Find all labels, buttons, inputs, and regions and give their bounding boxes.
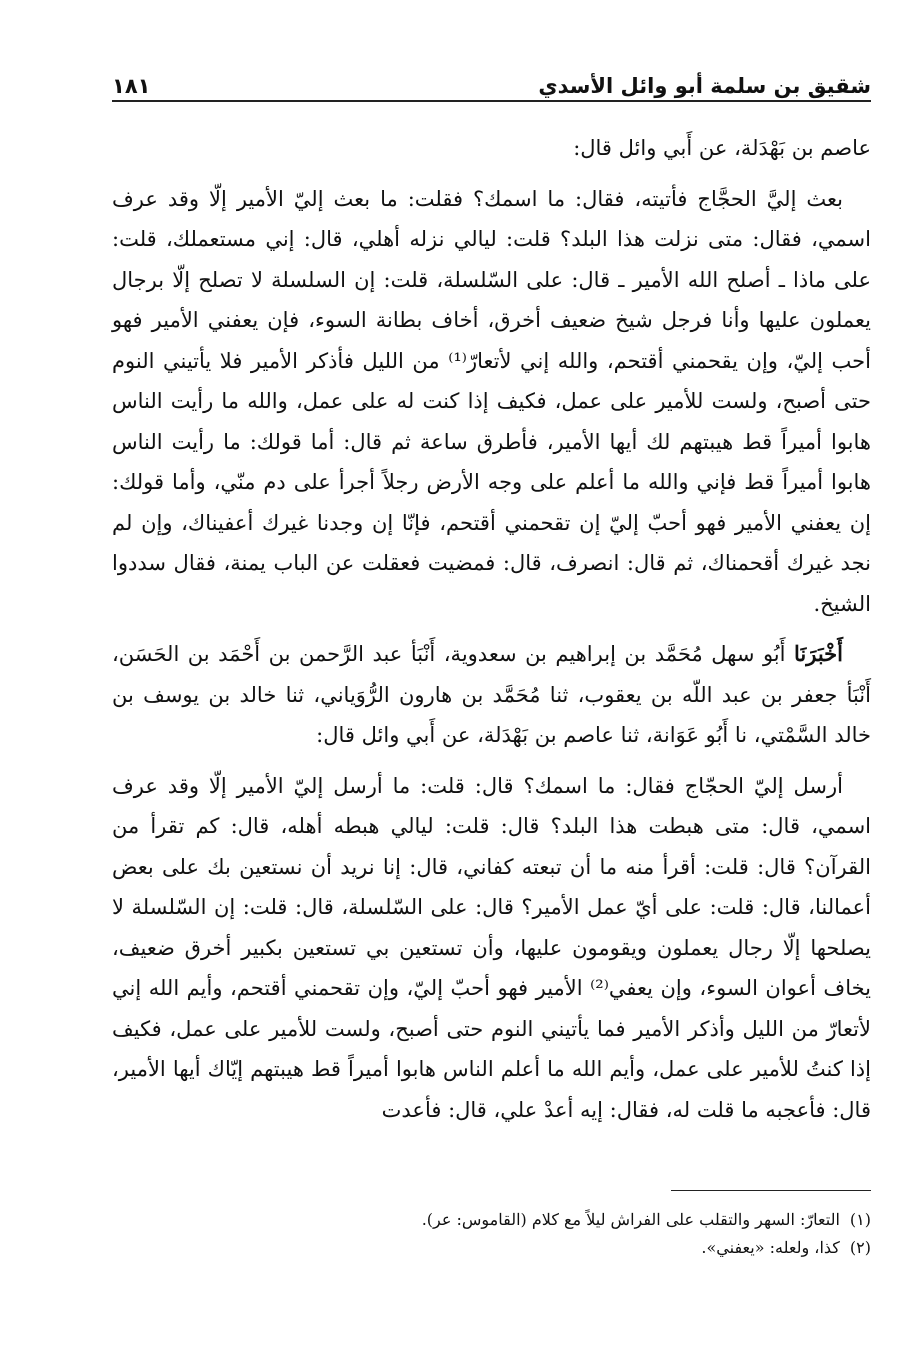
akhbarana-lead: أَخْبَرَنَا <box>794 641 843 666</box>
footnote-text: التعارّ: السهر والتقلب على الفراش ليلاً مع كلام (القاموس: عر). <box>421 1210 840 1229</box>
main-text <box>112 128 871 1140</box>
footnote-1 <box>112 1206 871 1234</box>
chapter-title: شقيق بن سلمة أبو وائل الأسدي <box>538 74 871 98</box>
footnote-separator <box>671 1190 871 1191</box>
header-rule <box>112 100 871 102</box>
page-number: ١٨١ <box>112 74 151 98</box>
paragraph-2: بعث إليَّ الحجَّاج فأتيته، فقال: ما اسمك؟ فقلت: ما بعث إليّ الأمير إلّا وقد عرف اسمي، فقال: متى نزلت هذا البلد؟ قلت: ليالي نزله أهلي، قال: إني مستعملك، قلت: على ماذا ـ أصلح الله الأمير ـ قال: على السّلسلة، قلت: إن السلسلة لا تصلح إلّا برجال يعملون عليها وأنا فرجل شيخ ضعيف أخرق، أخاف بطانة السوء، فإن يعفني الأمير فهو أحب إليّ، وإن يقحمني أقتحم، والله إني لأتعارّ⁽¹⁾ من الليل فأذكر الأمير فلا يأتيني النوم حتى أصبح، ولست للأمير على عمل، فكيف إذا كنت له على عمل، والله ما رأيت الناس هابوا أميراً قط هيبتهم لك أيها الأمير، فأطرق ساعة ثم قال: أما قولك: ما رأيت الناس هابوا أميراً قط فإني والله ما أعلم على وجه الأرض رجلاً أجرأ على دم منّي، وأما قولك: إن يعفني الأمير فهو أحبّ إليّ إن تقحمني أقتحم، فإنّا إن وجدنا غيرك أعفيناك، وإن لم نجد غيرك أقحمناك، ثم قال: انصرف، قال: فمضيت فعقلت عن الباب يمنة، فقال سددوا الشيخ. <box>112 186 871 616</box>
paragraph-1: عاصم بن بَهْدَلة، عن أَبي وائل قال: <box>573 136 871 160</box>
isnad-text: أَبُو سهل مُحَمَّد بن إبراهيم بن سعدوية، أَنْبَأ عبد الرَّحمن بن أَحْمَد بن الحَسَن، أَنْبَأ جعفر بن عبد اللّه بن يعقوب، ثنا مُحَمَّد بن هارون الرُّوَياني، ثنا خالد بن يوسف بن خالد السَّمْتي، نا أَبُو عَوَانة، ثنا عاصم بن بَهْدَلة، عن أَبي وائل قال: <box>112 642 871 747</box>
paragraph-4: أرسل إليّ الحجّاج فقال: ما اسمك؟ قال: قلت: ما أرسل إليّ الأمير إلّا وقد عرف اسمي، قال: متى هبطت هذا البلد؟ قال: قلت: ليالي هبطه أهله، قال: كم تقرأ من القرآن؟ قال: قلت: أقرأ منه ما أن تبعته كفاني، قال: إنا نريد أن نستعين بك على بعض أعمالنا، قال: قلت: على أيّ عمل الأمير؟ قال: على السّلسلة، قال: قلت: إن السّلسلة لا يصلحها إلّا رجال يعملون ويقومون عليها، وأن تستعين بي تستعين بكبير أخرق ضعيف، يخاف أعوان السوء، وإن يعفي⁽²⁾ الأمير فهو أحبّ إليّ، وإن تقحمني أقتحم، وأيم الله إني لأتعارّ من الليل وأذكر الأمير فما يأتيني النوم حتى أصبح، ولست للأمير على عمل، فكيف إذا كنتُ للأمير على عمل، وأيم الله ما أعلم الناس هابوا أميراً قط هيبتهم إيّاك أيها الأمير، قال: فأعجبه ما قلت له، فقال: إيه أعدْ علي، قال: فأعدت <box>112 773 871 1122</box>
footnote-text: كذا، ولعله: «يعفني». <box>701 1238 840 1257</box>
paragraph-3 <box>112 634 871 756</box>
running-header <box>112 58 871 98</box>
footnote-number: (٢) <box>849 1238 871 1257</box>
footnote-number: (١) <box>849 1210 871 1229</box>
footnote-2 <box>112 1234 871 1262</box>
footnotes <box>112 1206 871 1262</box>
